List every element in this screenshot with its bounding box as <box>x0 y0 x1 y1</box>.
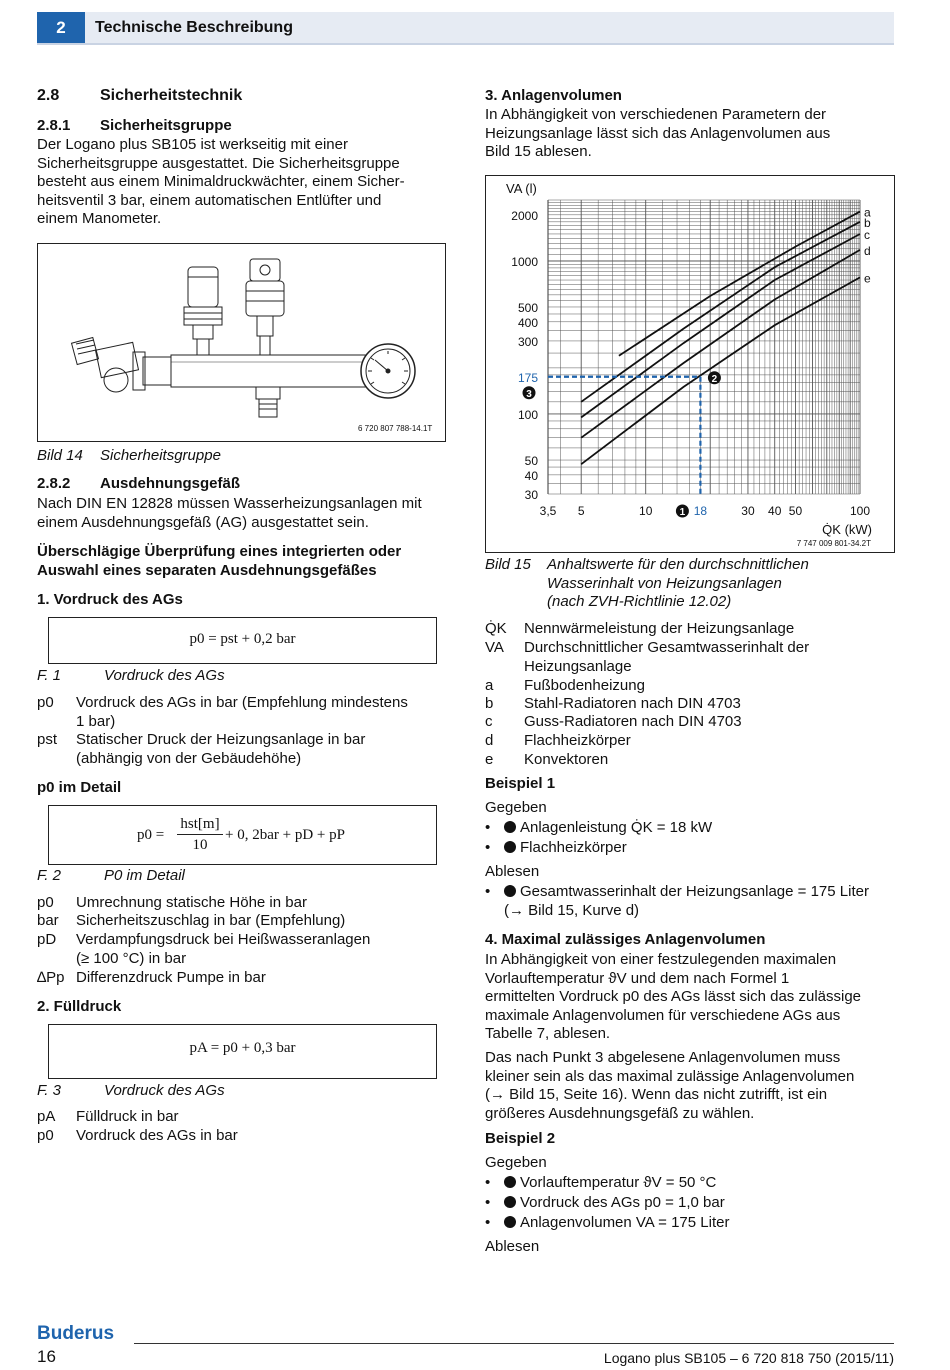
water-volume-chart <box>486 176 894 552</box>
legend-symbol: b <box>485 695 494 712</box>
definition-text: Umrechnung statische Höhe in bar <box>76 894 307 911</box>
definition-text: Vordruck des AGs in bar (Empfehlung mindestens 1 bar) <box>76 694 408 730</box>
formula-3-number: F. 3 <box>37 1082 61 1099</box>
formula-2-left: p0 = <box>137 827 165 843</box>
item-text: Anlagenleistung Q̇K = 18 kW <box>520 819 713 836</box>
bullet-icon: • <box>485 1194 491 1211</box>
text-line: Der Logano plus SB105 ist werkseitig mit einer <box>37 136 348 153</box>
text-line: In Abhängigkeit von einer festzulegenden maximalen <box>485 951 837 968</box>
x-tick-label: 10 <box>639 504 653 518</box>
figure-14-caption: Sicherheitsgruppe <box>100 447 221 464</box>
marker-x-text: 1 <box>679 507 686 518</box>
legend-symbol: e <box>485 751 494 768</box>
text-line: maximale Anlagenvolumen für verschiedene AGs aus <box>485 1006 841 1024</box>
filled-circle-icon <box>504 821 516 833</box>
example-2-given: Gegeben <box>485 1154 547 1171</box>
x-tick-label: 40 <box>768 504 782 518</box>
page-number: 16 <box>37 1347 56 1366</box>
definition-symbol: p0 <box>37 694 54 711</box>
section-2-8-title: Sicherheitstechnik <box>100 87 243 104</box>
example-1-title: Beispiel 1 <box>485 775 556 792</box>
brand-logo: Buderus <box>37 1323 115 1344</box>
y-tick-label: 1000 <box>511 254 538 269</box>
text-line: Überschlägige Überprüfung eines integrierten oder <box>37 543 402 560</box>
max-volume-text <box>485 951 905 1044</box>
heading-max-volume: 4. Maximal zulässiges Anlagenvolumen <box>485 931 766 948</box>
y-tick-label: 50 <box>524 454 538 469</box>
chapter-title: Technische Beschreibung <box>95 19 293 36</box>
figure-15-caption <box>547 556 887 612</box>
bullet-icon: • <box>485 883 491 900</box>
bullet-icon: • <box>485 1214 491 1231</box>
heading-anlagenvolumen: 3. Anlagenvolumen <box>485 87 622 104</box>
legend-symbol: a <box>485 677 494 694</box>
legend-text: Konvektoren <box>524 751 609 768</box>
y-tick-label: 500 <box>517 300 538 315</box>
formula-3-caption: Vordruck des AGs <box>104 1082 225 1099</box>
legend-text: Flachheizkörper <box>524 732 631 749</box>
example-1-given: Gegeben <box>485 799 547 816</box>
formula-1-box <box>48 617 437 664</box>
formula-1-number: F. 1 <box>37 667 61 684</box>
series-line-a <box>619 212 860 356</box>
y-tick-label: 2000 <box>511 208 538 223</box>
marker-point-text: 2 <box>711 373 718 385</box>
section-2-8-number: 2.8 <box>37 87 60 104</box>
section-2-8-1-title: Sicherheitsgruppe <box>100 117 232 134</box>
legend-text: Durchschnittlicher Gesamtwasserinhalt der Heizungsanlage <box>524 639 810 675</box>
filled-circle-icon <box>504 841 516 853</box>
text-line: Bild 15 ablesen. <box>485 143 592 161</box>
text-line: einem Ausdehnungsgefäß (AG) ausgestattet sein. <box>37 513 369 531</box>
chapter-number: 2 <box>37 12 85 43</box>
anlagenvolumen-text <box>485 106 897 162</box>
text-line: (nach ZVH-Richtlinie 12.02) <box>547 593 732 611</box>
formula-2-number: F. 2 <box>37 867 61 884</box>
item-text: Flachheizkörper <box>520 839 627 856</box>
filled-circle-icon <box>504 885 516 897</box>
formula-2-numerator: hst[m] <box>177 815 223 835</box>
item-text: (→ Bild 15, Kurve d) <box>504 901 640 919</box>
legend-text: Nennwärmeleistung der Heizungsanlage <box>524 620 795 637</box>
text-line: heitsventil 3 bar, einem automatischen Entlüfter und <box>37 191 382 209</box>
x-axis-label: Q̇K (kW) <box>822 522 872 537</box>
text-line: ermittelten Vordruck p0 des AGs lässt sich das zulässige <box>485 988 862 1006</box>
definition-text: Fülldruck in bar <box>76 1108 179 1125</box>
section-2-8-2-title: Ausdehnungsgefäß <box>100 475 241 492</box>
text-line: Auswahl eines separaten Ausdehnungsgefäßes <box>37 561 377 579</box>
safety-group-illustration <box>38 244 445 441</box>
figure-15-frame <box>485 175 895 553</box>
definition-symbol: bar <box>37 912 59 929</box>
legend-text: Guss-Radiatoren nach DIN 4703 <box>524 713 742 730</box>
example-2-title: Beispiel 2 <box>485 1130 556 1147</box>
series-label-a: a <box>864 205 871 220</box>
item-text: Anlagenvolumen VA = 175 Liter <box>520 1214 730 1231</box>
definition-symbol: pD <box>37 931 57 948</box>
formula-3: pA = p0 + 0,3 bar <box>189 1040 296 1056</box>
y-tick-label: 40 <box>524 468 538 483</box>
legend-text: Fußbodenheizung <box>524 677 645 694</box>
formula-3-box <box>48 1024 437 1079</box>
definition-symbol: p0 <box>37 894 54 911</box>
marker-y-text: 3 <box>526 388 532 400</box>
series-label-d: d <box>864 243 871 258</box>
figure-14-number: Bild 14 <box>37 447 83 464</box>
text-line: Wasserinhalt von Heizungsanlagen <box>547 574 782 592</box>
figure-15-number: Bild 15 <box>485 556 531 573</box>
x-tick-label: 100 <box>849 504 871 518</box>
definition-symbol: p0 <box>37 1127 54 1144</box>
document-reference: Logano plus SB105 – 6 720 818 750 (2015/11) <box>603 1350 894 1366</box>
legend-symbol: c <box>485 713 493 730</box>
text-line: (→ Bild 15, Seite 16). Wenn das nicht zutrifft, ist ein <box>485 1086 828 1104</box>
section-2-8-2-text <box>37 495 452 532</box>
text-line: Das nach Punkt 3 abgelesene Anlagenvolumen muss <box>485 1049 841 1066</box>
item-text: Gesamtwasserinhalt der Heizungsanlage = 175 Liter <box>520 883 869 900</box>
figure-15-code: 7 747 009 801-34.2T <box>796 539 871 548</box>
legend-symbol: VA <box>485 639 504 656</box>
text-line: Sicherheitsgruppe ausgestattet. Die Sicherheitsgruppe <box>37 154 400 172</box>
y-axis-label: VA (l) <box>506 181 537 196</box>
series-label-e: e <box>864 271 871 286</box>
header-divider <box>37 43 894 45</box>
y-tick-label: 400 <box>517 315 538 330</box>
formula-2-rest: + 0, 2bar + pD + pP <box>225 827 345 843</box>
filled-circle-icon <box>504 1196 516 1208</box>
section-2-8-2-number: 2.8.2 <box>37 475 71 492</box>
item-text: Vordruck des AGs p0 = 1,0 bar <box>520 1194 725 1211</box>
definition-text: Differenzdruck Pumpe in bar <box>76 969 266 986</box>
series-line-c <box>581 234 860 417</box>
heading-p0-detail: p0 im Detail <box>37 779 122 796</box>
definition-symbol: ∆Pp <box>37 969 65 986</box>
text-line: größeres Ausdehnungsgefäß zu wählen. <box>485 1104 755 1122</box>
series-label-c: c <box>864 227 870 242</box>
x-tick-label: 18 <box>693 504 708 518</box>
definition-symbol: pA <box>37 1108 56 1125</box>
formula-1: p0 = pst + 0,2 bar <box>189 631 296 647</box>
x-tick-label: 3,5 <box>539 504 557 518</box>
filled-circle-icon <box>504 1176 516 1188</box>
formula-1-caption: Vordruck des AGs <box>104 667 225 684</box>
y-tick-label: 175 <box>517 370 538 385</box>
text-line: besteht aus einem Minimaldruckwächter, einem Sicher- <box>37 173 405 191</box>
legend-symbol: Q̇K <box>485 620 507 637</box>
max-volume-text-2 <box>485 1049 905 1123</box>
series-label-b: b <box>864 215 871 230</box>
text-line: In Abhängigkeit von verschiedenen Parametern der <box>485 106 827 123</box>
figure-14-frame <box>37 243 446 442</box>
section-2-8-1-text <box>37 136 452 229</box>
y-tick-label: 100 <box>517 407 538 422</box>
definition-text: Statischer Druck der Heizungsanlage in bar (abhängig von der Gebäudehöhe) <box>76 731 366 767</box>
definition-text: Vordruck des AGs in bar <box>76 1127 238 1144</box>
legend-symbol: d <box>485 732 494 749</box>
text-line: Nach DIN EN 12828 müssen Wasserheizungsanlagen mit <box>37 495 422 512</box>
x-tick-label: 30 <box>741 504 755 518</box>
text-line: einem Manometer. <box>37 210 162 228</box>
formula-2-denominator: 10 <box>192 837 208 853</box>
bullet-icon: • <box>485 839 491 856</box>
example-1-read: Ablesen <box>485 863 540 880</box>
footer-divider <box>134 1343 894 1344</box>
series-line-d <box>581 250 860 438</box>
bullet-icon: • <box>485 1174 491 1191</box>
heading-vordruck: 1. Vordruck des AGs <box>37 591 183 608</box>
item-text: Vorlauftemperatur ϑV = 50 °C <box>520 1174 717 1191</box>
filled-circle-icon <box>504 1216 516 1228</box>
legend-text: Stahl-Radiatoren nach DIN 4703 <box>524 695 741 712</box>
section-2-8-1-number: 2.8.1 <box>37 117 71 134</box>
text-line: Heizungsanlage lässt sich das Anlagenvolumen aus <box>485 124 831 142</box>
y-tick-label: 300 <box>517 334 538 349</box>
y-tick-label: 30 <box>524 488 538 502</box>
x-tick-label: 5 <box>577 504 585 518</box>
check-heading <box>37 543 452 580</box>
text-line: Tabelle 7, ablesen. <box>485 1025 611 1043</box>
text-line: kleiner sein als das maximal zulässige Anlagenvolumen <box>485 1067 855 1085</box>
x-tick-label: 50 <box>788 504 803 518</box>
series-line-e <box>581 277 860 464</box>
definition-text: Sicherheitszuschlag in bar (Empfehlung) <box>76 912 346 929</box>
bullet-icon: • <box>485 819 491 836</box>
definition-text: Verdampfungsdruck bei Heißwasseranlagen (≥ 100 °C) in bar <box>76 931 371 967</box>
example-2-read: Ablesen <box>485 1238 540 1255</box>
definition-symbol: pst <box>37 731 58 748</box>
heading-fuelldruck: 2. Fülldruck <box>37 998 122 1015</box>
text-line: Anhaltswerte für den durchschnittlichen <box>547 556 809 573</box>
figure-14-code: 6 720 807 788-14.1T <box>358 424 433 433</box>
formula-2-box <box>48 805 437 865</box>
formula-2-caption: P0 im Detail <box>104 867 185 884</box>
text-line: Vorlauftemperatur ϑV und dem nach Formel 1 <box>485 969 790 987</box>
